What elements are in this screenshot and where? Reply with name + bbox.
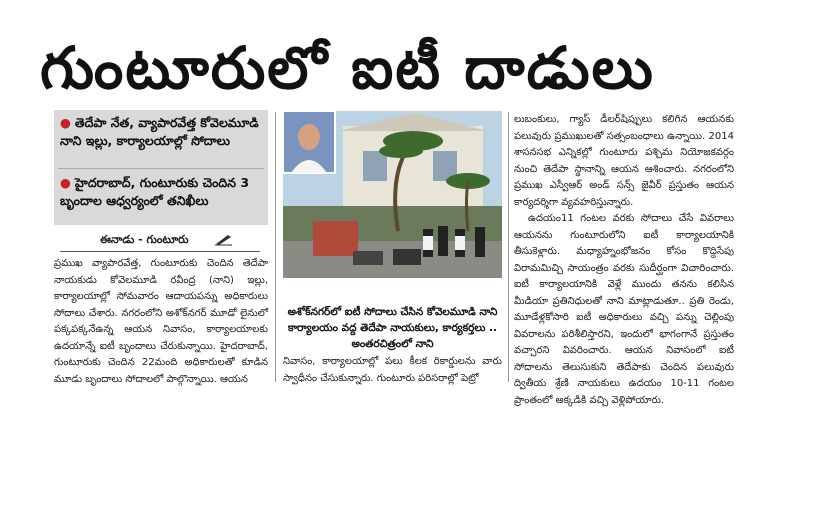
bullet-icon: ● [60, 115, 71, 130]
bullet-icon: ● [60, 175, 71, 190]
highlight-text-1: తెదేపా నేత, వ్యాపారవేత్త కోవెలమూడి నాని ఇల్లు, కార్యాలయాల్లో సోదాలు [60, 115, 259, 148]
dateline-rule [60, 251, 260, 252]
headline: గుంటూరులో ఐటీ దాడులు [40, 34, 655, 102]
paragraph: నివాసం, కార్యాలయాల్లో పలు కీలక రికార్డులను వారు స్వాధీనం చేసుకున్నారు. గుంటూరు పరిసరాల్లో పెట్రో [283, 356, 502, 384]
column-3 [514, 112, 734, 409]
paragraph: ఉదయం11 గంటల వరకు సోదాలు చేసే వివరాలు ఆయనను గుంటూరులోని ఐటీ కార్యాలయానికి తీసుకెళ్లారు. మధ్యాహ్నంభోజనం కోసం కొద్దిసేపు విరామమిచ్చి సాయంత్రం వరకు సుదీర్ఘంగా విచారించారు. ఐటీ కార్యాలయానికి వెళ్లే ముందు తనను కలిసిన మీడియా ప్రతినిధులతో నాని మాట్లాడుతూ.. ప్రతి రెండు, మూడేళ్లకోసారి ఐటీ అధికారులు వచ్చి పన్ను చెల్లింపు వివరాలను పరిశీలిస్తారని, ఇందులో భాగంగానే ప్రస్తుతం వచ్చారని వివరించారు. ఆయన నివాసంలో ఐటీ సోదాలను తెలుసుకుని తెదేపాకు చెందిన పలువురు ద్వితీయ శ్రేణి నాయకులు ఉదయం 10-11 గంటల ప్రాంతంలో అక్కడికి వచ్చి వెళ్లిపోయారు. [514, 213, 734, 406]
column-divider [508, 112, 509, 382]
highlight-item-1 [60, 114, 264, 150]
column-1 [54, 256, 268, 388]
column-divider [275, 112, 276, 382]
paragraph: లుబంకులు, గ్యాస్ డీలర్‌షిప్పులు కలిగిన ఆయనకు పలువురు ప్రముఖులతో సత్సంబంధాలు ఉన్నాయి. 2014 శాసనసభ ఎన్నికల్లో గుంటూరు పశ్చిమ నియోజకవర్గం నుంచి తెదేపా స్థానాన్ని ఆయన ఆశించారు. నగరంలోని ప్రముఖ ఎస్వీఆర్ అండ్ సన్స్ జైవీర్ ప్రస్తుతం ఆయన కార్యదర్శిగా వ్యవహరిస్తున్నారు. [514, 114, 734, 208]
highlight-box [54, 110, 268, 225]
paragraph: ప్రముఖ వ్యాపారవేత్త, గుంటూరుకు చెందిన తెదేపా నాయకుడు కోవెలమూడి రవీంద్ర (నాని) ఇల్లు, కార్యాలయాల్లో సోమవారం ఆదాయపన్ను అధికారులు సోదాలు చేశారు. నగరంలోని అశోక్‌నగర్ మూడో లైనులో పక్కపక్కనేఉన్న ఆయన నివాసం, కార్యాలయాలకు ఉదయాన్నే ఐటీ బృందాలు చేరుకున్నాయి. హైదరాబాద్, గుంటూరుకు చెందిన 22మంది అధికారులతో కూడిన మూడు బృందాలు సోదాలలో పాల్గొన్నాయి. ఆయన [54, 258, 268, 385]
highlight-divider [58, 168, 264, 169]
building-photo-image [283, 111, 502, 278]
pen-icon [214, 232, 234, 246]
highlight-item-2 [60, 174, 264, 210]
photo-caption: అశోక్‌నగర్‌లో ఐటీ సోదాలు చేసిన కోవెలమూడి నాని కార్యాలయం వద్ద తెదేపా నాయకులు, కార్యకర్తలు .. అంతరచిత్రంలో నాని [287, 306, 498, 350]
dateline: ఈనాడు - గుంటూరు [100, 233, 189, 246]
column-2 [283, 354, 502, 387]
highlight-text-2: హైదరాబాద్, గుంటూరుకు చెందిన 3 బృందాల ఆధ్వర్యంలో తనిఖీలు [60, 175, 250, 208]
news-photo [283, 111, 502, 278]
